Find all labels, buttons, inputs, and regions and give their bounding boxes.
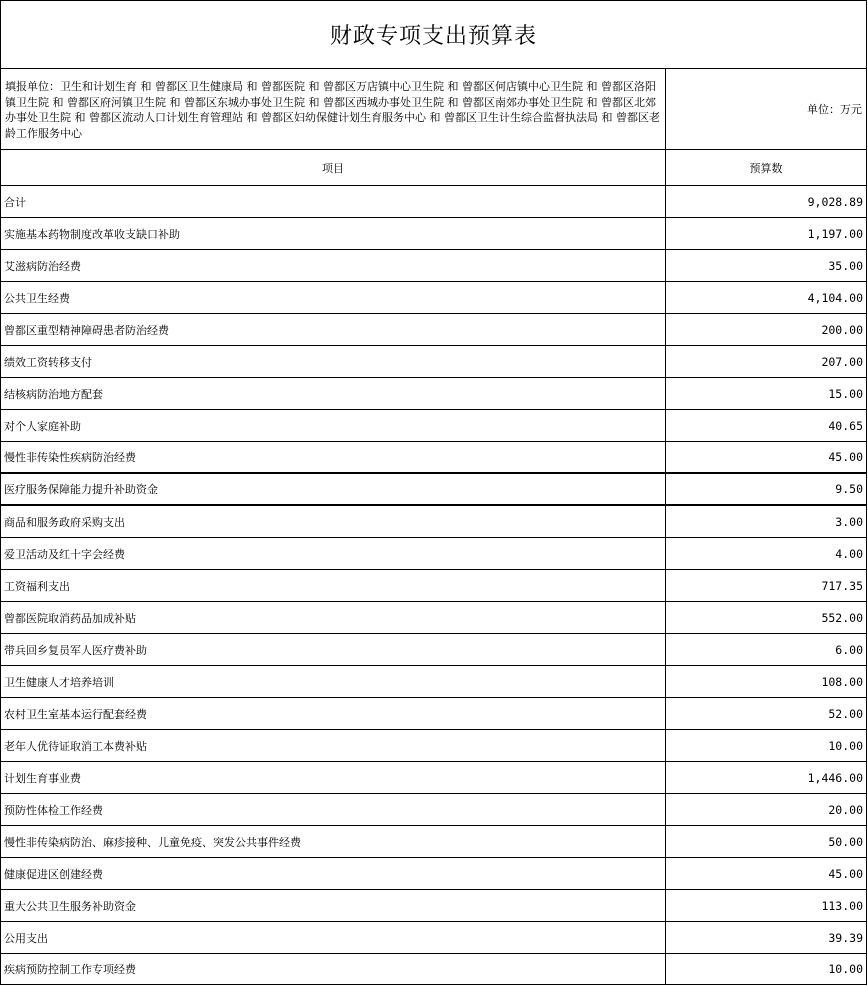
item-name-cell: 重大公共卫生服务补助资金 <box>1 890 666 921</box>
item-name-cell: 工资福利支出 <box>1 570 666 601</box>
column-header-budget: 预算数 <box>749 161 783 175</box>
page-title: 财政专项支出预算表 <box>329 24 537 49</box>
budget-value-cell: 15.00 <box>828 386 863 401</box>
item-name-cell: 计划生育事业费 <box>1 762 666 793</box>
item-name-cell: 卫生健康人才培养培训 <box>1 666 666 697</box>
budget-value-cell: 4,104.00 <box>807 290 863 305</box>
item-name-cell: 医疗服务保障能力提升补助资金 <box>1 474 666 504</box>
table-row <box>1 954 866 984</box>
table-row <box>1 666 866 698</box>
currency-unit: 单位：万元 <box>807 103 862 116</box>
column-header-item: 项目 <box>1 150 666 185</box>
item-name-cell: 公共卫生经费 <box>1 282 666 313</box>
item-name-cell: 慢性非传染性疾病防治经费 <box>1 442 666 472</box>
budget-value-cell: 200.00 <box>821 322 863 337</box>
item-name-cell: 曾都区重型精神障碍患者防治经费 <box>1 314 666 345</box>
budget-value-cell: 717.35 <box>821 578 863 593</box>
budget-value-cell: 108.00 <box>821 674 863 689</box>
table-row <box>1 474 866 506</box>
header-row <box>1 150 866 186</box>
table-row <box>1 506 866 538</box>
item-name-cell: 合计 <box>1 186 666 217</box>
budget-value-cell: 40.65 <box>828 418 863 433</box>
item-name-cell: 实施基本药物制度改革收支缺口补助 <box>1 218 666 249</box>
item-name-cell: 爱卫活动及红十字会经费 <box>1 538 666 569</box>
table-row <box>1 186 866 218</box>
budget-value-cell: 1,446.00 <box>807 770 863 785</box>
table-row <box>1 826 866 858</box>
budget-value-cell: 35.00 <box>828 258 863 273</box>
budget-value-cell: 1,197.00 <box>807 226 863 241</box>
budget-value-cell: 113.00 <box>821 898 863 913</box>
table-row <box>1 858 866 890</box>
budget-value-cell: 9.50 <box>835 482 863 496</box>
budget-value-cell: 552.00 <box>821 610 863 625</box>
budget-value-cell: 52.00 <box>828 706 863 721</box>
table-row <box>1 730 866 762</box>
table-row <box>1 698 866 730</box>
table-row <box>1 346 866 378</box>
table-row <box>1 218 866 250</box>
budget-value-cell: 9,028.89 <box>807 194 863 209</box>
budget-value-cell: 10.00 <box>828 962 863 976</box>
budget-value-cell: 207.00 <box>821 354 863 369</box>
budget-value-cell: 4.00 <box>835 546 863 561</box>
table-row <box>1 634 866 666</box>
budget-value-cell: 3.00 <box>835 514 863 529</box>
budget-value-cell: 45.00 <box>828 450 863 464</box>
budget-value-cell: 39.39 <box>828 930 863 945</box>
table-row <box>1 602 866 634</box>
table-body <box>1 186 866 984</box>
table-row <box>1 314 866 346</box>
table-row <box>1 378 866 410</box>
item-name-cell: 预防性体检工作经费 <box>1 794 666 825</box>
item-name-cell: 对个人家庭补助 <box>1 410 666 441</box>
item-name-cell: 疾病预防控制工作专项经费 <box>1 954 666 984</box>
item-name-cell: 结核病防治地方配套 <box>1 378 666 409</box>
item-name-cell: 艾滋病防治经费 <box>1 250 666 281</box>
title-row <box>1 1 866 69</box>
item-name-cell: 老年人优待证取消工本费补贴 <box>1 730 666 761</box>
table-row <box>1 410 866 442</box>
budget-value-cell: 45.00 <box>828 866 863 881</box>
budget-value-cell: 20.00 <box>828 802 863 817</box>
item-name-cell: 绩效工资转移支付 <box>1 346 666 377</box>
budget-value-cell: 6.00 <box>835 642 863 657</box>
table-row <box>1 282 866 314</box>
reporting-units: 填报单位：卫生和计划生育 和 曾都区卫生健康局 和 曾都医院 和 曾都区万店镇中心卫生院 和 曾都区何店镇中心卫生院 和 曾都区洛阳镇卫生院 和 曾都区府河镇卫生院 和 曾都区东城办事处卫生院 和 曾都区西城办事处卫生院 和 曾都区南郊办事处卫生院 和 曾都区北郊办事处卫生院 和 曾都区流动人口计划生育管理站 和 曾都区妇幼保健计划生育服务中心 和 曾都区卫生计生综合监督执法局 和 曾都区老龄工作服务中心 <box>1 69 666 149</box>
table-row <box>1 538 866 570</box>
table-row <box>1 250 866 282</box>
table-row <box>1 922 866 954</box>
item-name-cell: 带兵回乡复员军人医疗费补助 <box>1 634 666 665</box>
item-name-cell: 公用支出 <box>1 922 666 953</box>
item-name-cell: 商品和服务政府采购支出 <box>1 506 666 537</box>
table-row <box>1 570 866 602</box>
budget-value-cell: 50.00 <box>828 834 863 849</box>
item-name-cell: 健康促进区创建经费 <box>1 858 666 889</box>
item-name-cell: 慢性非传染病防治、麻疹接种、儿童免疫、突发公共事件经费 <box>1 826 666 857</box>
item-name-cell: 曾都医院取消药品加成补贴 <box>1 602 666 633</box>
table-row <box>1 890 866 922</box>
table-row <box>1 762 866 794</box>
info-row <box>1 69 866 150</box>
table-row <box>1 442 866 474</box>
item-name-cell: 农村卫生室基本运行配套经费 <box>1 698 666 729</box>
budget-value-cell: 10.00 <box>828 738 863 753</box>
table-row <box>1 794 866 826</box>
